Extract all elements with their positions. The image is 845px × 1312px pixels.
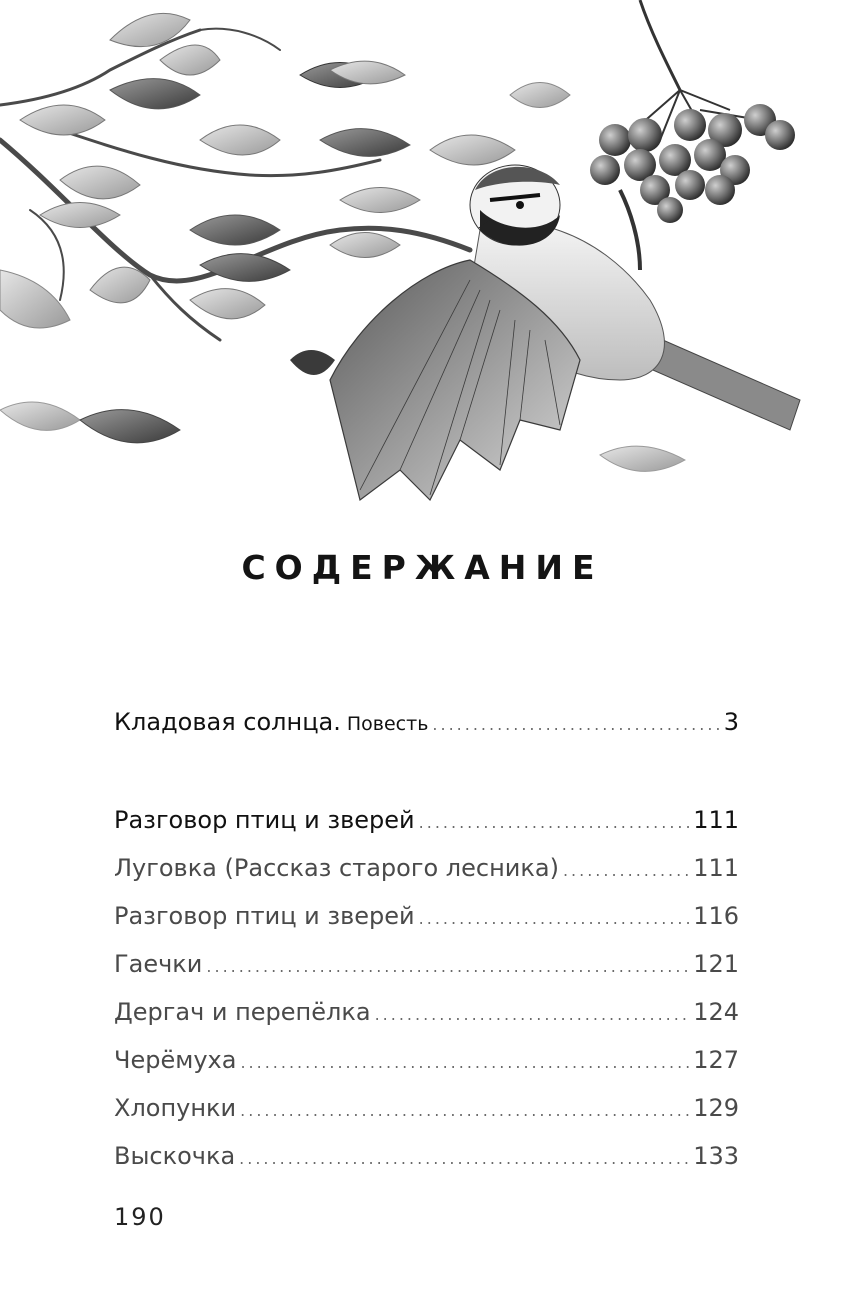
toc-entry-title: Черёмуха xyxy=(114,1046,237,1074)
toc-entry[interactable] xyxy=(114,988,739,1036)
toc-entry-page: 111 xyxy=(693,854,739,882)
toc-entry[interactable] xyxy=(114,940,739,988)
toc-entry-title: Гаечки xyxy=(114,950,203,978)
dot-leader xyxy=(419,799,690,847)
dot-leader xyxy=(419,895,690,943)
page-number: 190 xyxy=(114,1203,166,1231)
toc-entry-title: Хлопунки xyxy=(114,1094,237,1122)
toc-entry-subtitle: Повесть xyxy=(346,713,429,735)
toc-entry[interactable] xyxy=(114,1084,739,1132)
toc-entry-part2[interactable] xyxy=(114,796,739,844)
dot-leader xyxy=(239,1135,689,1183)
toc-entry[interactable] xyxy=(114,1132,739,1180)
toc-entry-page: 111 xyxy=(693,806,739,834)
toc-entry-title: Луговка (Рассказ старого лесника) xyxy=(114,854,559,882)
toc-entry-title: Выскочка xyxy=(114,1142,236,1170)
table-of-contents xyxy=(114,698,739,1180)
toc-entry-title: Кладовая солнца. Повесть xyxy=(114,708,429,736)
toc-entry-page: 121 xyxy=(693,950,739,978)
dot-leader xyxy=(206,943,689,991)
dot-leader xyxy=(240,1039,689,1087)
toc-entry-part1[interactable] xyxy=(114,698,739,746)
dot-leader xyxy=(563,847,689,895)
toc-entry-page: 133 xyxy=(693,1142,739,1170)
dot-leader xyxy=(432,701,719,749)
bird-illustration xyxy=(0,0,845,520)
toc-entry-title: Разговор птиц и зверей xyxy=(114,902,415,930)
toc-entry-page: 116 xyxy=(693,902,739,930)
toc-entry-page: 129 xyxy=(693,1094,739,1122)
dot-leader xyxy=(375,991,690,1039)
toc-entry-page: 3 xyxy=(723,708,739,736)
rowan-berries xyxy=(590,0,795,223)
dot-leader xyxy=(240,1087,689,1135)
contents-title: СОДЕРЖАНИЕ xyxy=(241,548,604,587)
toc-entry-title: Дергач и перепёлка xyxy=(114,998,371,1026)
titmouse-bird xyxy=(330,165,800,500)
toc-entry[interactable] xyxy=(114,1036,739,1084)
toc-entry-title: Разговор птиц и зверей xyxy=(114,806,415,834)
toc-entry-page: 124 xyxy=(693,998,739,1026)
toc-entry[interactable] xyxy=(114,892,739,940)
toc-entry[interactable] xyxy=(114,844,739,892)
toc-entry-page: 127 xyxy=(693,1046,739,1074)
